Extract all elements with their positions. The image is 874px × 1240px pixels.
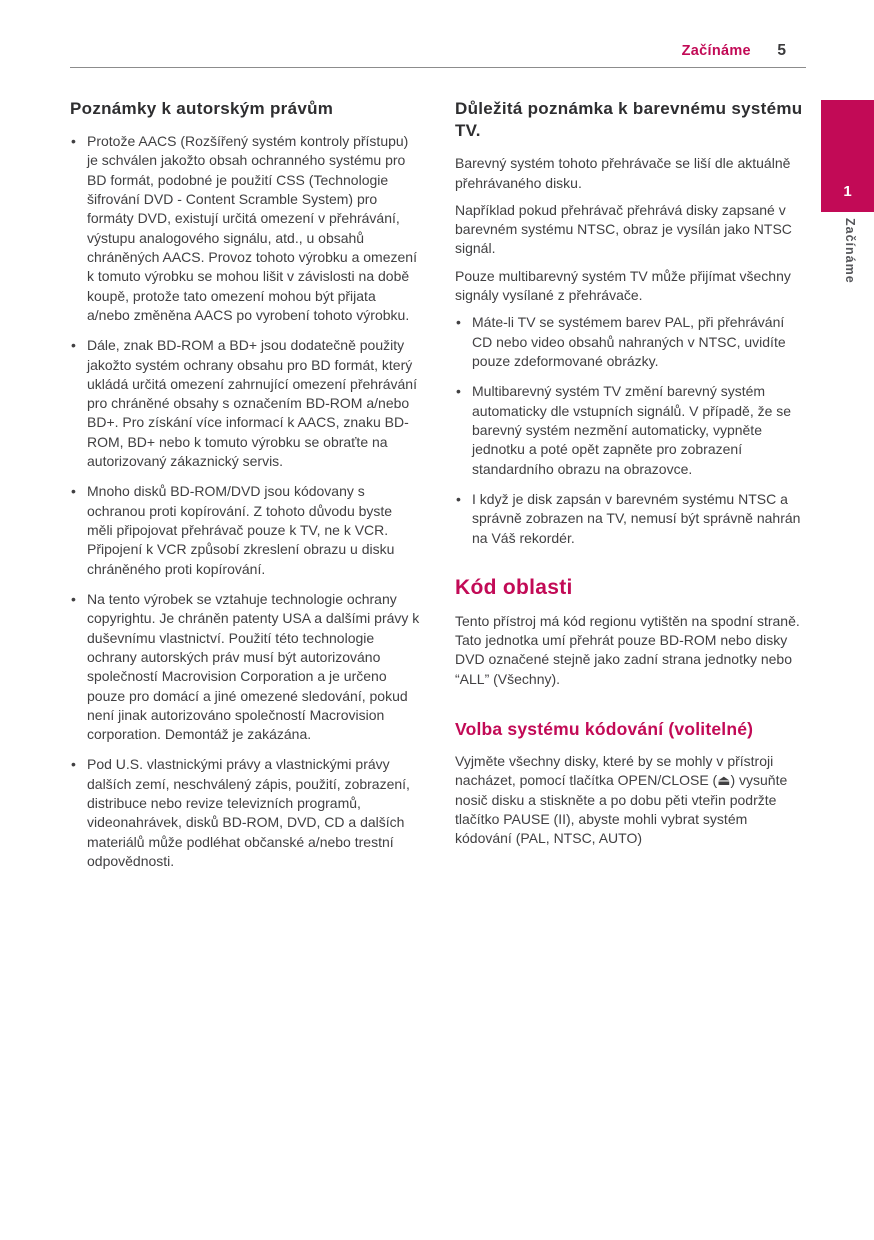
list-item: • Dále, znak BD-ROM a BD+ jsou dodatečně použity jakožto systém ochrany obsahu pro BD formát, který ukládá určitá omezení zahrnující omezení přehrávání pro chráněné obsahy s označením BD-ROM a/nebo BD+. Pro získání více informací k AACS, znaku BD-ROM, BD+ nebo k tomuto výrobku se obraťte na autorizovaný zákaznický servis.: [70, 336, 421, 471]
paragraph: Barevný systém tohoto přehrávače se liší dle aktuálně přehrávaného disku.: [455, 155, 791, 191]
list-item: • Pod U.S. vlastnickými právy a vlastnickými právy dalších zemí, neschválený zápis, použití, zobrazení, distribuce nebo revize televizních programů, videonahrávek, disků BD-ROM, DVD, CD a dalších materiálů může podléhat občanské a/nebo trestní odpovědnosti.: [70, 755, 421, 871]
chapter-tab: [821, 100, 874, 212]
chapter-label-vertical: Začínáme: [843, 218, 857, 284]
paragraph: Například pokud přehrávač přehrává disky zapsané v barevném systému NTSC, obraz je vysílán jako NTSC signál.: [455, 201, 792, 257]
list-item: • Protože AACS (Rozšířený systém kontroly přístupu) je schválen jakožto obsah ochranného systému pro BD formát, podobné je použití CSS (Technologie šifrování DVD - Content Scramble System) pro formáty DVD, existují určitá omezení v přehrávání, výstupu analogového signálu, atd., u obsahů chráněných AACS. Provoz tohoto výrobku a omezení k tomuto výrobku se mohou lišit v závislosti na době koupě, protože tato omezení mohou být přijata a/nebo změněna AACS po vyrobení tohoto výrobku.: [70, 132, 421, 325]
left-column: [70, 98, 421, 882]
color-system-list: [455, 313, 806, 547]
header-page-number: 5: [777, 42, 786, 59]
paragraph: Pouze multibarevný systém TV může přijímat všechny signály vysílané z přehrávače.: [455, 267, 791, 304]
copyright-notes-heading: Poznámky k autorským právům: [70, 99, 334, 118]
list-item: • Multibarevný systém TV změní barevný systém automaticky dle vstupních signálů. V případě, že se barevný systém nezmění automaticky, vypněte jednotku a poté opět zapněte pro zobrazení standardního obrazu na obrazovce.: [455, 382, 806, 479]
list-item: • Mnoho disků BD-ROM/DVD jsou kódovany s ochranou proti kopírování. Z tohoto důvodu byste měli připojovat přehrávač pouze k TV, ne k VCR. Připojení k VCR způsobí zkreslení obrazu u disku chráněného proti kopírování.: [70, 482, 421, 579]
copyright-notes-list: [70, 132, 421, 871]
region-code-body: Tento přístroj má kód regionu vytištěn na spodní straně. Tato jednotka umí přehrát pouze BD-ROM nebo disky DVD označené stejně jako zadní strana jednotky nebo “ALL” (Všechny).: [455, 612, 800, 687]
encoding-select-heading: Volba systému kódování (volitelné): [455, 719, 754, 740]
region-code-heading: Kód oblasti: [455, 575, 573, 599]
page-header: [70, 42, 786, 60]
right-column: [455, 98, 806, 882]
color-system-heading: Důležitá poznámka k barevnému systému TV.: [455, 99, 803, 141]
header-rule: [70, 67, 806, 68]
chapter-number: 1: [843, 183, 852, 200]
list-item: • I když je disk zapsán v barevném systému NTSC a správně zobrazen na TV, nemusí být správně nahrán na Váš rekordér.: [455, 490, 806, 548]
list-item: • Na tento výrobek se vztahuje technologie ochrany copyrightu. Je chráněn patenty USA a dalšími právy k duševnímu vlastnictví. Použití této technologie ochrany autorských práv musí být autorizováno společností Macrovision Corporation a je určeno pouze pro domácí a jiné omezené sledování, pokud není jinak autorizováno společností Macrovision corporation. Demontáž je zakázána.: [70, 590, 421, 745]
page-content: [70, 98, 806, 882]
list-item: • Máte-li TV se systémem barev PAL, při přehrávání CD nebo video obsahů nahraných v NTSC, uvidíte pouze zdeformované obrázky.: [455, 313, 806, 371]
encoding-select-body: Vyjměte všechny disky, které by se mohly v přístroji nacházet, pomocí tlačítka OPEN/CLOSE (⏏) vysuňte nosič disku a stiskněte a po dobu pěti vteřin podržte tlačítko PAUSE (II), abyste mohli vybrat systém kódování (PAL, NTSC, AUTO): [455, 753, 788, 847]
header-section-title: Začínáme: [681, 43, 751, 59]
